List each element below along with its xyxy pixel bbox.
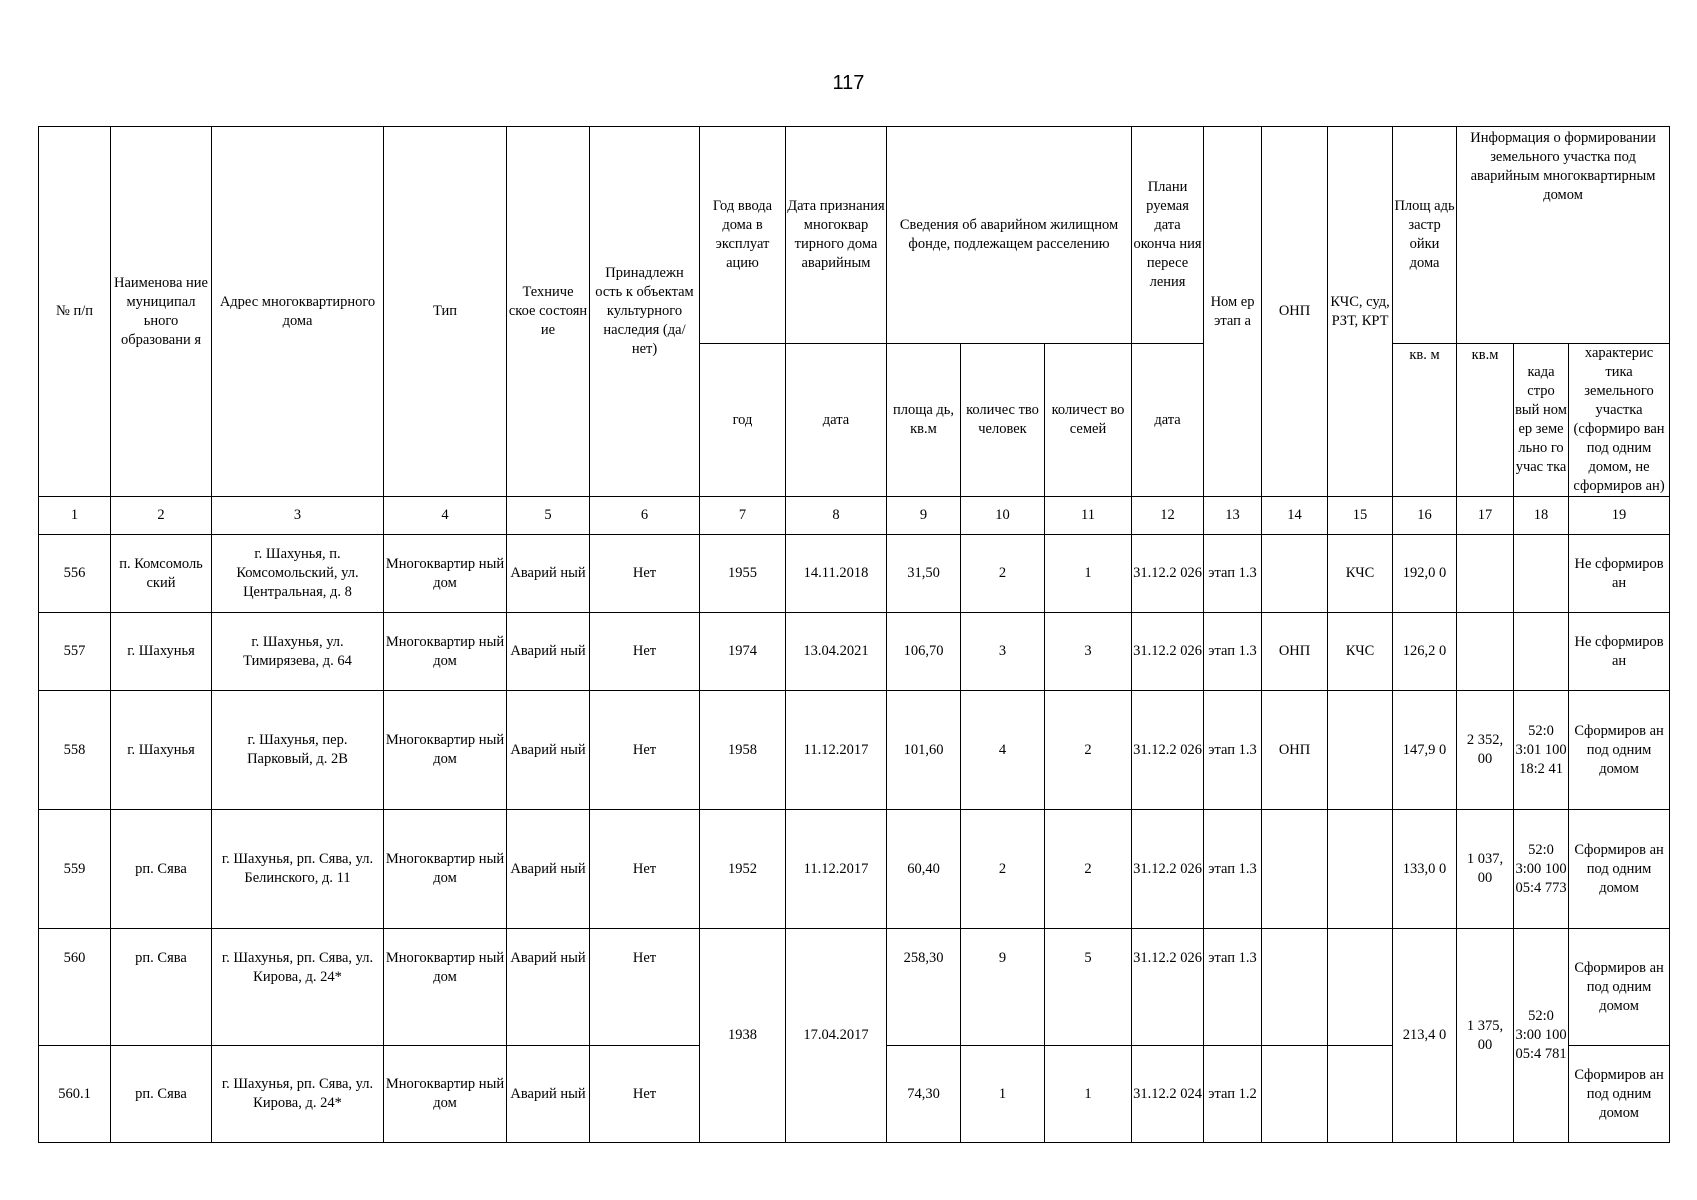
col-num: 11 [1045,497,1132,535]
table-row [39,810,1670,929]
subheader-year: год [700,344,786,497]
subheader-date: дата [786,344,887,497]
col-num: 12 [1132,497,1204,535]
cell-address: г. Шахунья, рп. Сява, ул. Кирова, д. 24* [212,1046,384,1143]
col-num: 10 [961,497,1045,535]
cell-number: 557 [39,613,111,691]
cell-land-char: Не сформиров ан [1569,613,1670,691]
cell-people: 2 [961,810,1045,929]
cell-cadastral-merged: 52:0 3:00 100 05:4 781 [1514,929,1569,1143]
col-num: 5 [507,497,590,535]
header-build-area: Площ адь застр ойки дома [1393,127,1457,344]
cell-onp [1262,535,1328,613]
cell-municipality: г. Шахунья [111,691,212,810]
cell-address: г. Шахунья, рп. Сява, ул. Кирова, д. 24* [212,929,384,1046]
cell-address: г. Шахунья, ул. Тимирязева, д. 64 [212,613,384,691]
cell-heritage: Нет [590,1046,700,1143]
cell-number: 558 [39,691,111,810]
cell-families: 2 [1045,691,1132,810]
cell-heritage: Нет [590,691,700,810]
cell-state: Аварий ный [507,1046,590,1143]
cell-area: 31,50 [887,535,961,613]
cell-stage: этап 1.3 [1204,535,1262,613]
cell-stage: этап 1.3 [1204,613,1262,691]
header-kchs: КЧС, суд, РЗТ, КРТ [1328,127,1393,497]
col-num: 18 [1514,497,1569,535]
cell-families: 2 [1045,810,1132,929]
cell-plan-date: 31.12.2 026 [1132,691,1204,810]
cell-build-area: 133,0 0 [1393,810,1457,929]
cell-area: 101,60 [887,691,961,810]
cell-kchs [1328,691,1393,810]
cell-type: Многоквартир ный дом [384,810,507,929]
cell-land-area: 2 352, 00 [1457,691,1514,810]
cell-number: 559 [39,810,111,929]
cell-type: Многоквартир ный дом [384,1046,507,1143]
header-row [39,127,1670,344]
cell-number: 560.1 [39,1046,111,1143]
cell-land-area [1457,613,1514,691]
col-num: 9 [887,497,961,535]
cell-address: г. Шахунья, пер. Парковый, д. 2В [212,691,384,810]
header-recognition-date: Дата признания многоквар тирного дома аварийным [786,127,887,344]
cell-cadastral [1514,535,1569,613]
cell-cadastral [1514,613,1569,691]
cell-year: 1952 [700,810,786,929]
cell-plan-date: 31.12.2 024 [1132,1046,1204,1143]
cell-plan-date: 31.12.2 026 [1132,810,1204,929]
cell-kchs [1328,1046,1393,1143]
subheader-area: площа дь, кв.м [887,344,961,497]
cell-build-area: 126,2 0 [1393,613,1457,691]
cell-number: 560 [39,929,111,1046]
header-tech-state: Техниче ское состоян ие [507,127,590,497]
subheader-land-char: характерис тика земельного участка (сформиро ван под одним домом, не сформиров ан) [1569,344,1670,497]
header-municipality: Наименова ние муниципал ьного образовани я [111,127,212,497]
cell-area: 60,40 [887,810,961,929]
cell-people: 4 [961,691,1045,810]
cell-land-area: 1 037, 00 [1457,810,1514,929]
cell-people: 1 [961,1046,1045,1143]
cell-address: г. Шахунья, п. Комсомольский, ул. Центральная, д. 8 [212,535,384,613]
cell-families: 5 [1045,929,1132,1046]
cell-state: Аварий ный [507,691,590,810]
cell-municipality: рп. Сява [111,1046,212,1143]
cell-families: 3 [1045,613,1132,691]
cell-land-char: Сформиров ан под одним домом [1569,929,1670,1046]
cell-kchs [1328,810,1393,929]
cell-onp [1262,1046,1328,1143]
cell-year: 1955 [700,535,786,613]
cell-land-char: Сформиров ан под одним домом [1569,1046,1670,1143]
col-num: 2 [111,497,212,535]
cell-heritage: Нет [590,929,700,1046]
subheader-cadastral: када стро вый ном ер земе льно го учас тка [1514,344,1569,497]
header-heritage: Принадлежн ость к объектам культурного наследия (да/нет) [590,127,700,497]
cell-type: Многоквартир ный дом [384,613,507,691]
cell-plan-date: 31.12.2 026 [1132,535,1204,613]
cell-municipality: рп. Сява [111,929,212,1046]
header-year: Год ввода дома в эксплуат ацию [700,127,786,344]
emergency-housing-table [38,126,1670,1143]
header-land-info: Информация о формировании земельного участка под аварийным многоквартирным домом [1457,127,1670,344]
cell-people: 3 [961,613,1045,691]
cell-heritage: Нет [590,535,700,613]
col-num: 4 [384,497,507,535]
header-type: Тип [384,127,507,497]
cell-onp [1262,810,1328,929]
header-emergency-fund: Сведения об аварийном жилищном фонде, подлежащем расселению [887,127,1132,344]
cell-state: Аварий ный [507,810,590,929]
header-planned-date: Плани руемая дата оконча ния пересе ления [1132,127,1204,344]
cell-heritage: Нет [590,613,700,691]
cell-land-char: Не сформиров ан [1569,535,1670,613]
col-num: 6 [590,497,700,535]
cell-land-area-merged: 1 375, 00 [1457,929,1514,1143]
cell-kchs: КЧС [1328,613,1393,691]
header-number: № п/п [39,127,111,497]
cell-land-char: Сформиров ан под одним домом [1569,691,1670,810]
cell-plan-date: 31.12.2 026 [1132,929,1204,1046]
cell-onp [1262,929,1328,1046]
cell-state: Аварий ный [507,929,590,1046]
cell-date: 11.12.2017 [786,810,887,929]
table-row [39,613,1670,691]
col-num: 1 [39,497,111,535]
cell-onp: ОНП [1262,691,1328,810]
cell-cadastral: 52:0 3:01 100 18:2 41 [1514,691,1569,810]
cell-build-area: 192,0 0 [1393,535,1457,613]
col-num: 7 [700,497,786,535]
cell-stage: этап 1.3 [1204,810,1262,929]
subheader-build-area-unit: кв. м [1393,344,1457,497]
col-num: 3 [212,497,384,535]
cell-state: Аварий ный [507,535,590,613]
col-num: 16 [1393,497,1457,535]
cell-date: 14.11.2018 [786,535,887,613]
cell-land-area [1457,535,1514,613]
cell-municipality: рп. Сява [111,810,212,929]
cell-year: 1974 [700,613,786,691]
cell-stage: этап 1.2 [1204,1046,1262,1143]
cell-year: 1958 [700,691,786,810]
cell-kchs: КЧС [1328,535,1393,613]
cell-build-area: 147,9 0 [1393,691,1457,810]
subheader-families: количест во семей [1045,344,1132,497]
page-number: 117 [832,72,865,94]
subheader-planned-date: дата [1132,344,1204,497]
header-address: Адрес многоквартирного дома [212,127,384,497]
col-num: 19 [1569,497,1670,535]
header-stage: Ном ер этап а [1204,127,1262,497]
cell-type: Многоквартир ный дом [384,691,507,810]
cell-onp: ОНП [1262,613,1328,691]
cell-land-char: Сформиров ан под одним домом [1569,810,1670,929]
col-num: 15 [1328,497,1393,535]
cell-plan-date: 31.12.2 026 [1132,613,1204,691]
cell-families: 1 [1045,1046,1132,1143]
cell-municipality: п. Комсомоль ский [111,535,212,613]
cell-year-merged: 1938 [700,929,786,1143]
cell-date-merged: 17.04.2017 [786,929,887,1143]
col-num: 8 [786,497,887,535]
cell-number: 556 [39,535,111,613]
cell-address: г. Шахунья, рп. Сява, ул. Белинского, д. 11 [212,810,384,929]
table-row [39,691,1670,810]
cell-stage: этап 1.3 [1204,691,1262,810]
cell-date: 13.04.2021 [786,613,887,691]
cell-area: 258,30 [887,929,961,1046]
cell-families: 1 [1045,535,1132,613]
cell-build-area-merged: 213,4 0 [1393,929,1457,1143]
cell-type: Многоквартир ный дом [384,535,507,613]
col-num: 14 [1262,497,1328,535]
cell-people: 9 [961,929,1045,1046]
col-num: 17 [1457,497,1514,535]
cell-people: 2 [961,535,1045,613]
cell-state: Аварий ный [507,613,590,691]
cell-area: 106,70 [887,613,961,691]
subheader-people: количес тво человек [961,344,1045,497]
subheader-land-area-unit: кв.м [1457,344,1514,497]
cell-cadastral: 52:0 3:00 100 05:4 773 [1514,810,1569,929]
col-num: 13 [1204,497,1262,535]
table-row [39,929,1670,1046]
table-row [39,535,1670,613]
cell-stage: этап 1.3 [1204,929,1262,1046]
cell-heritage: Нет [590,810,700,929]
cell-date: 11.12.2017 [786,691,887,810]
header-onp: ОНП [1262,127,1328,497]
column-number-row [39,497,1670,535]
cell-area: 74,30 [887,1046,961,1143]
cell-type: Многоквартир ный дом [384,929,507,1046]
cell-municipality: г. Шахунья [111,613,212,691]
cell-kchs [1328,929,1393,1046]
